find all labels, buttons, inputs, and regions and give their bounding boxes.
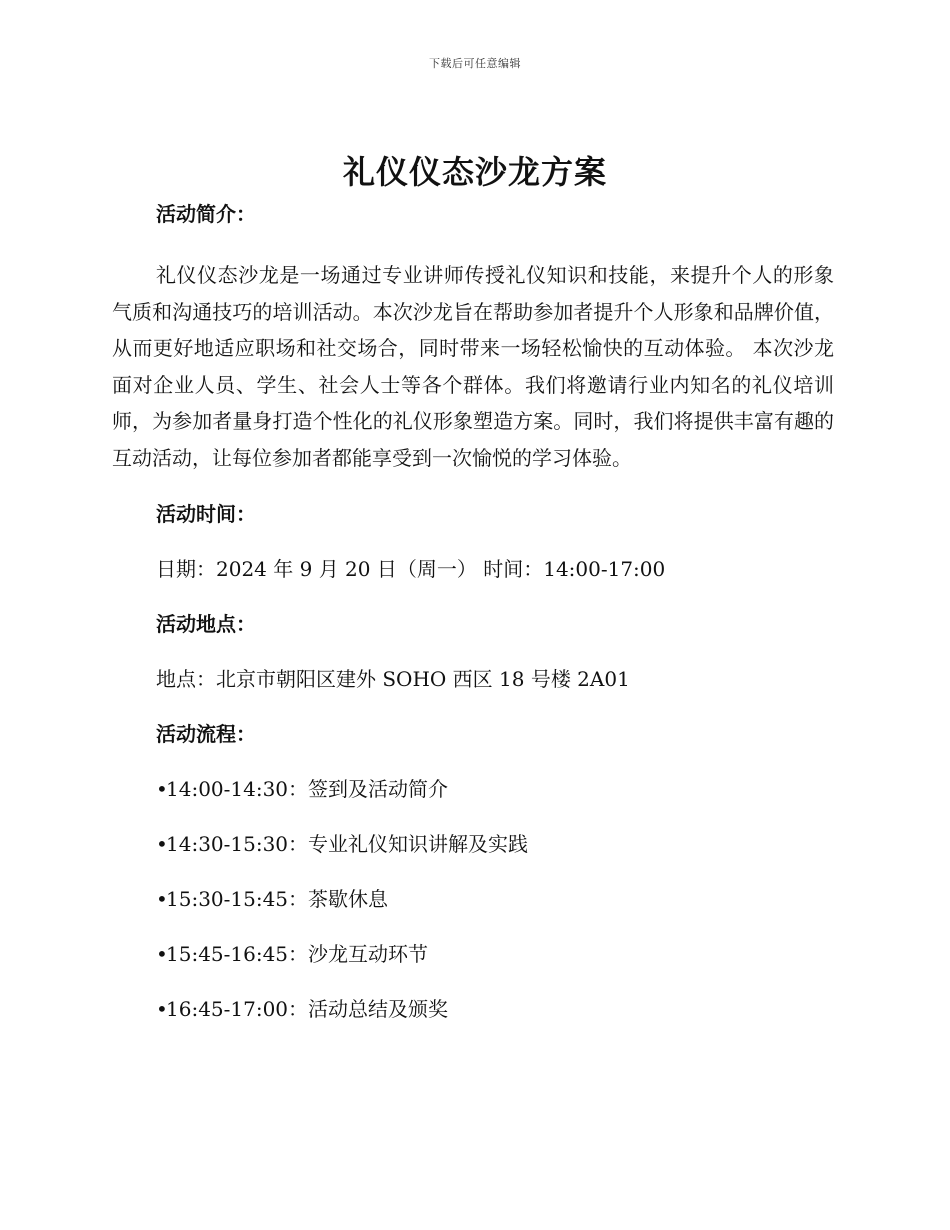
schedule-item-text: 14:00-14:30：签到及活动简介 xyxy=(166,777,449,801)
bullet-marker: • xyxy=(156,887,168,911)
schedule-item xyxy=(156,830,834,858)
schedule-item-text: 15:45-16:45：沙龙互动环节 xyxy=(166,942,429,966)
bullet-marker: • xyxy=(156,832,168,856)
intro-paragraph: 礼仪仪态沙龙是一场通过专业讲师传授礼仪知识和技能，来提升个人的形象气质和沟通技巧的培训活动。本次沙龙旨在帮助参加者提升个人形象和品牌价值，从而更好地适应职场和社交场合，同时带来一场轻松愉快的互动体验。 本次沙龙面对企业人员、学生、社会人士等各个群体。我们将邀请行业内知名的礼仪培训师，为参加者量身打造个性化的礼仪形象塑造方案。同时，我们将提供丰富有趣的互动活动，让每位参加者都能享受到一次愉悦的学习体验。 xyxy=(112,263,834,470)
schedule-item xyxy=(156,885,834,913)
location-heading: 活动地点： xyxy=(156,612,256,636)
schedule-list xyxy=(112,775,834,1023)
header-note: 下载后可任意编辑 xyxy=(429,57,521,70)
schedule-item-text: 14:30-15:30：专业礼仪知识讲解及实践 xyxy=(166,832,529,856)
schedule-item xyxy=(156,995,834,1023)
document-title: 礼仪仪态沙龙方案 xyxy=(342,153,607,191)
bullet-marker: • xyxy=(156,777,168,801)
time-details: 日期：2024 年 9 月 20 日（周一） 时间：14:00-17:00 xyxy=(156,557,666,581)
location-details: 地点：北京市朝阳区建外 SOHO 西区 18 号楼 2A01 xyxy=(156,667,630,691)
bullet-marker: • xyxy=(156,942,168,966)
time-heading: 活动时间： xyxy=(156,502,256,526)
schedule-item xyxy=(156,775,834,803)
schedule-item-text: 15:30-15:45：茶歇休息 xyxy=(166,887,389,911)
schedule-item-text: 16:45-17:00：活动总结及颁奖 xyxy=(166,997,449,1021)
schedule-item xyxy=(156,940,834,968)
intro-heading: 活动简介： xyxy=(156,202,256,226)
schedule-heading: 活动流程： xyxy=(156,722,256,746)
document-body xyxy=(112,200,834,1050)
bullet-marker: • xyxy=(156,997,168,1021)
